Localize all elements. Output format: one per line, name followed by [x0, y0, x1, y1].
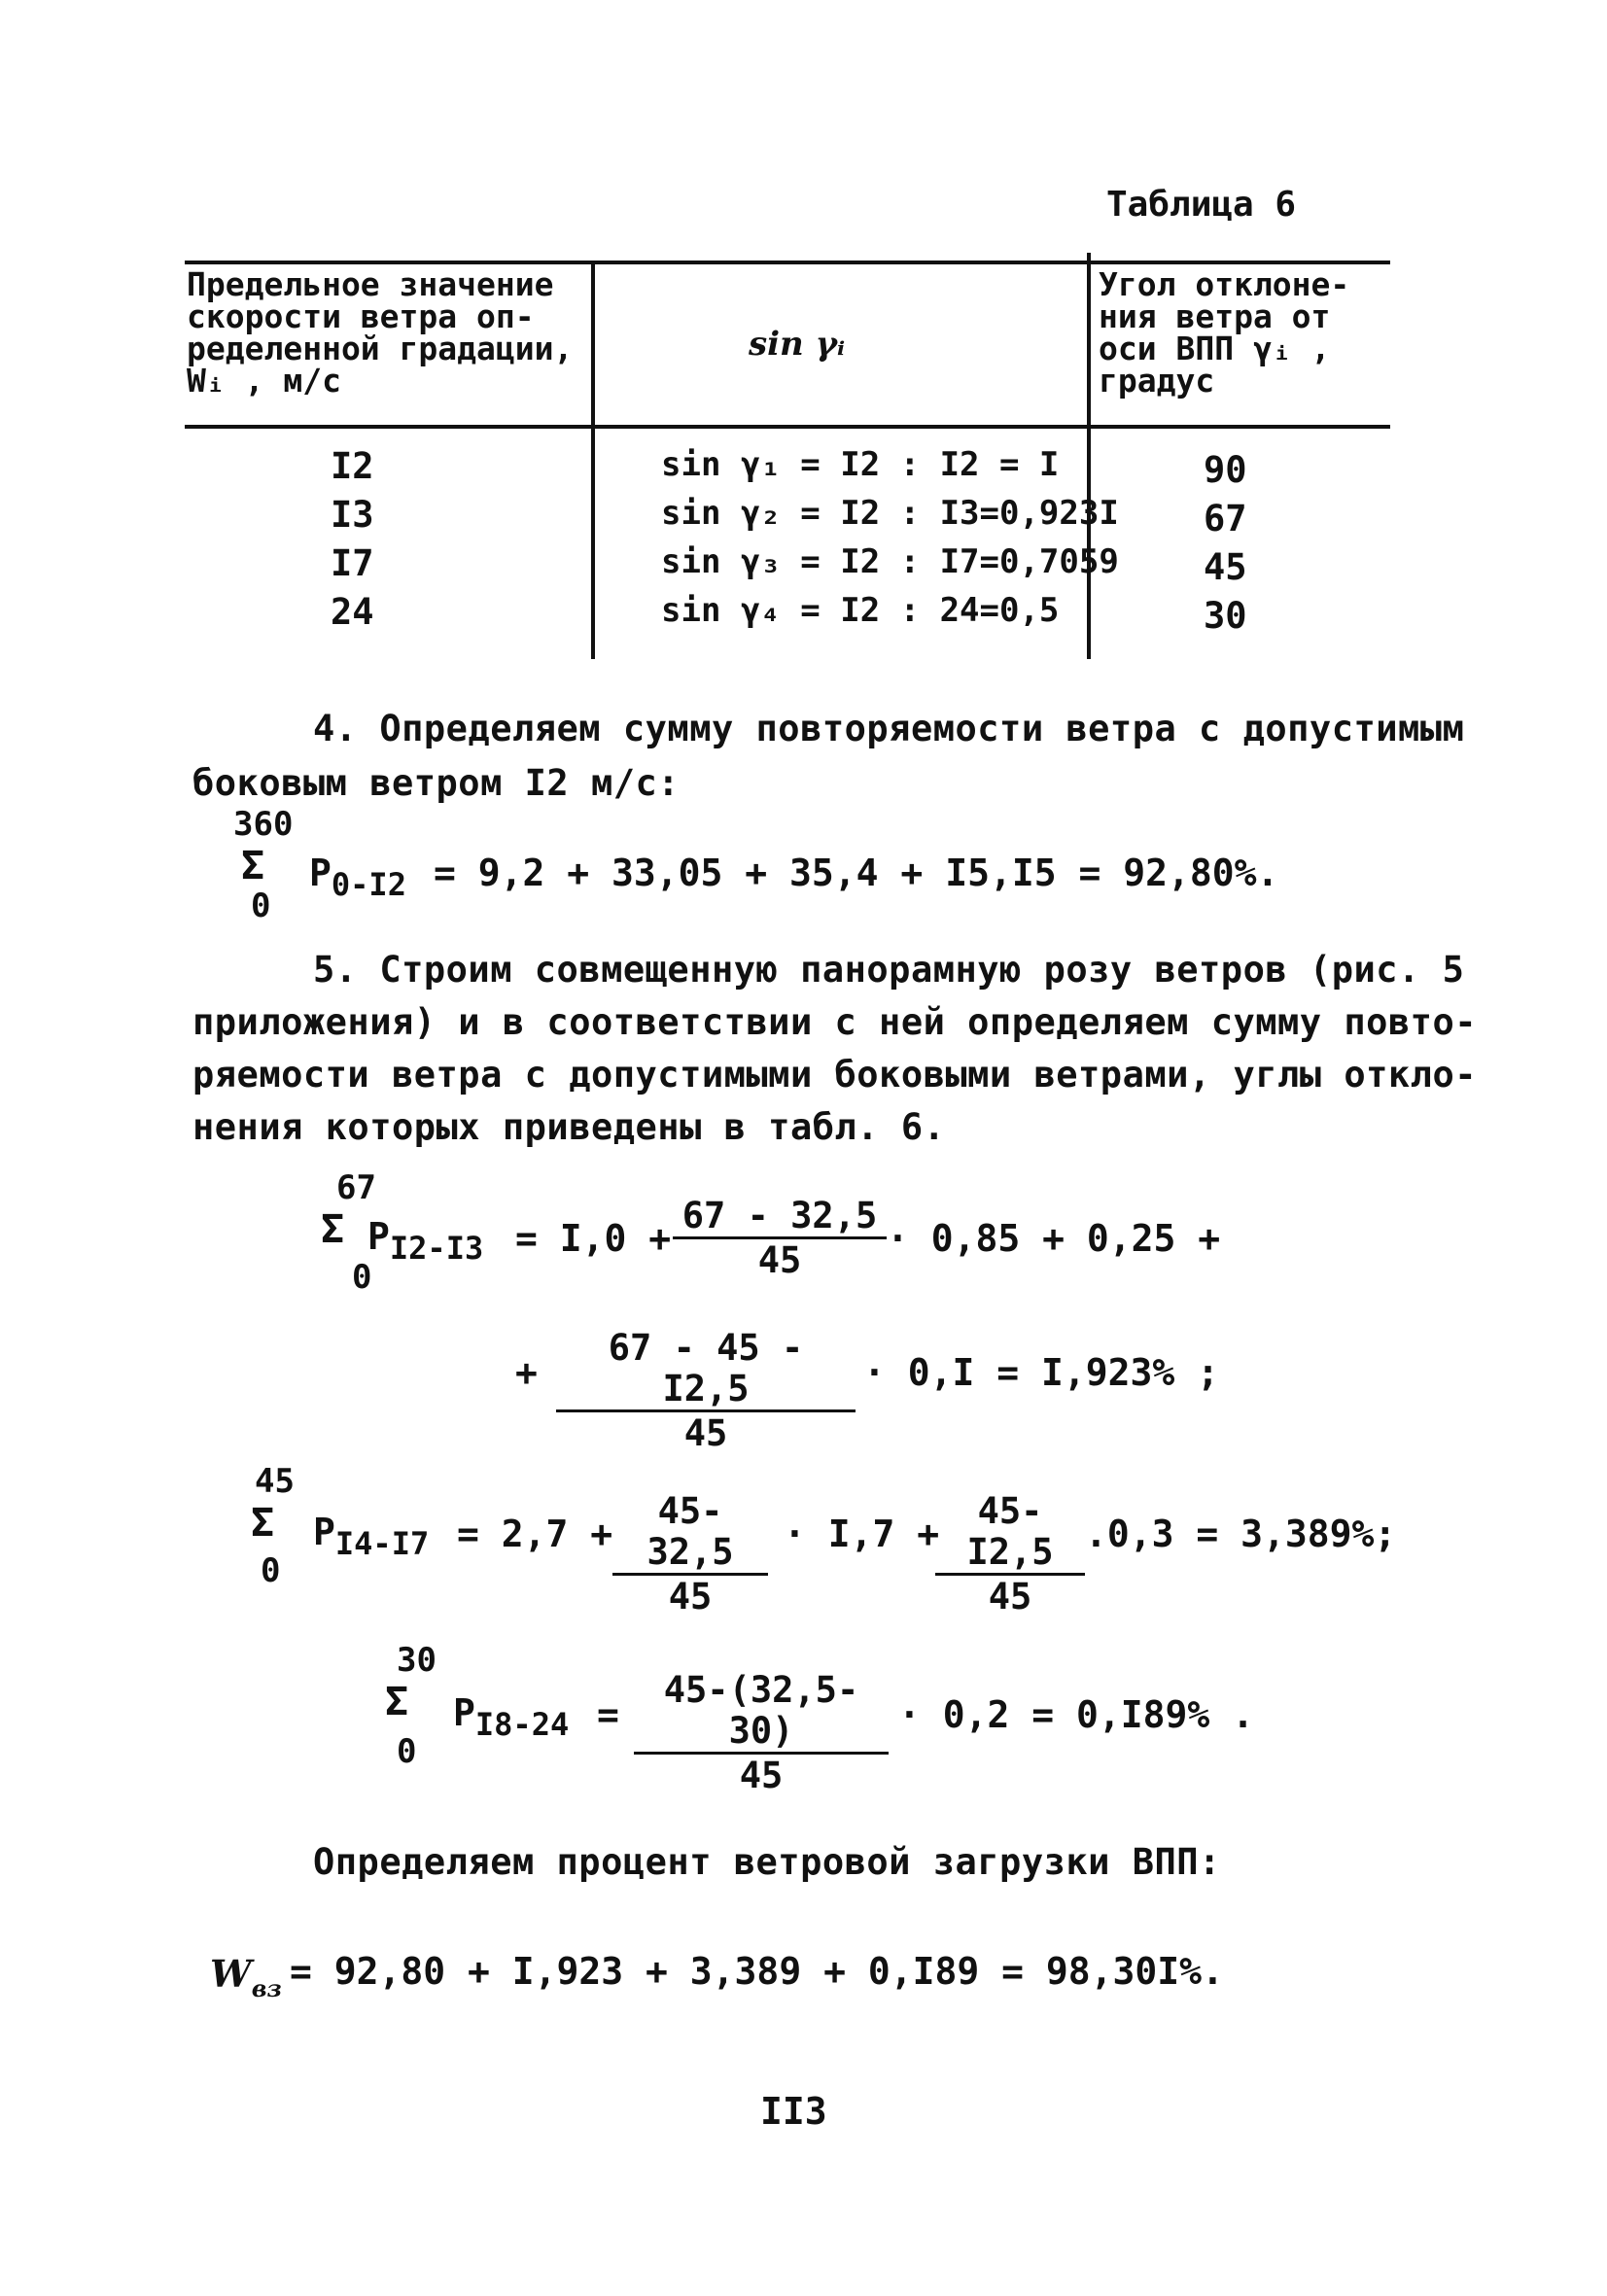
cell-angle: 67 [1204, 498, 1247, 539]
table-header-angle-line: оси ВПП γᵢ , [1099, 330, 1331, 367]
paragraph-5-line: ряемости ветра с допустимыми боковыми ветрами, углы откло- [192, 1054, 1478, 1096]
fraction-numerator: 45-(32,5-30) [634, 1670, 889, 1755]
equation-lhs [309, 852, 406, 903]
equation-lhs [210, 1952, 282, 2002]
equation-lhs-symbol: P [309, 852, 332, 894]
table-header-velocity [187, 265, 574, 400]
equation-lhs [453, 1691, 570, 1743]
paragraph-5-line: 5. Строим совмещенную панорамную розу ветров (рис. 5 [313, 949, 1465, 991]
equation-lhs-subscript: I8-24 [474, 1706, 570, 1743]
table-header-velocity-line: ределенной градации, [187, 330, 574, 367]
fraction-denominator: 45 [668, 1576, 713, 1618]
equation-lhs-subscript: I4-I7 [334, 1525, 430, 1562]
fraction [673, 1196, 887, 1282]
fraction-denominator: 45 [757, 1239, 802, 1281]
cell-formula: sin γ₁ = I2 : I2 = I [661, 445, 1060, 484]
page-number: II3 [760, 2090, 827, 2133]
sum-upper-limit: 30 [397, 1641, 437, 1680]
equation-term: .0,3 = 3,389%; [1085, 1513, 1397, 1555]
sum-lower-limit: 0 [352, 1258, 372, 1297]
fraction [612, 1491, 768, 1618]
fraction [935, 1491, 1085, 1618]
fraction-denominator: 45 [988, 1576, 1032, 1618]
equation-term: = [597, 1693, 619, 1736]
equation-lhs-symbol: P [367, 1215, 390, 1258]
cell-angle: 45 [1204, 546, 1247, 588]
table-header-velocity-line: Wᵢ , м/с [187, 362, 341, 400]
table-col-divider-1 [591, 261, 595, 659]
table-header-angle-line: ния ветра от [1099, 297, 1331, 335]
equation-rhs: = 9,2 + 33,05 + 35,4 + I5,I5 = 92,80%. [434, 852, 1279, 894]
paragraph-5-line: приложения) и в соответствии с ней определяем сумму повто- [192, 1001, 1478, 1043]
cell-angle: 30 [1204, 595, 1247, 637]
equation-term: = I,0 + [515, 1217, 672, 1260]
sigma-symbol: Σ [385, 1680, 409, 1724]
table-header-angle [1099, 265, 1350, 400]
paragraph-4-line: боковым ветром I2 м/с: [192, 762, 681, 804]
fraction-numerator: 45-32,5 [612, 1491, 768, 1576]
fraction [556, 1328, 856, 1455]
sum-lower-limit: 0 [397, 1732, 417, 1771]
equation-term: · 0,I = I,923% ; [863, 1351, 1220, 1394]
sum-lower-limit: 0 [261, 1551, 281, 1590]
sum-upper-limit: 360 [233, 805, 294, 844]
table-col-divider-2 [1087, 253, 1091, 659]
table-header-velocity-line: Предельное значение [187, 265, 554, 303]
cell-velocity: I3 [331, 494, 374, 536]
table-header-angle-line: Угол отклоне- [1099, 265, 1350, 303]
paragraph-5-line: нения которых приведены в табл. 6. [192, 1106, 946, 1148]
table-top-rule [185, 261, 1390, 264]
fraction-numerator: 67 - 32,5 [673, 1196, 887, 1239]
cell-formula: sin γ₄ = I2 : 24=0,5 [661, 591, 1060, 630]
equation-term: = 2,7 + [457, 1513, 613, 1555]
paragraph-6: Определяем процент ветровой загрузки ВПП: [313, 1841, 1221, 1883]
cell-formula: sin γ₂ = I2 : I3=0,923I [661, 494, 1119, 533]
equation-lhs-subscript: 0-I2 [331, 866, 406, 903]
sum-upper-limit: 45 [255, 1462, 295, 1501]
equation-lhs-symbol: P [453, 1691, 475, 1734]
fraction-numerator: 67 - 45 - I2,5 [556, 1328, 856, 1412]
cell-angle: 90 [1204, 449, 1247, 491]
equation-term: · 0,2 = 0,I89% . [898, 1693, 1255, 1736]
table-header-rule [185, 425, 1390, 429]
fraction-denominator: 45 [739, 1755, 784, 1796]
equation-lhs-symbol: W [210, 1952, 252, 1996]
sum-upper-limit: 67 [336, 1168, 376, 1207]
fraction [634, 1670, 889, 1797]
fraction-denominator: 45 [683, 1412, 728, 1454]
equation-term: + [515, 1351, 538, 1394]
sigma-symbol: Σ [321, 1207, 345, 1252]
equation-lhs [313, 1511, 430, 1562]
equation-term: · I,7 + [784, 1513, 940, 1555]
table-caption: Таблица 6 [1106, 185, 1297, 225]
equation-term: · 0,85 + 0,25 + [887, 1217, 1221, 1260]
equation-rhs: = 92,80 + I,923 + 3,389 + 0,I89 = 98,30I%. [290, 1950, 1224, 1993]
sum-lower-limit: 0 [251, 887, 271, 925]
fraction-numerator: 45-I2,5 [935, 1491, 1085, 1576]
sigma-symbol: Σ [251, 1501, 275, 1546]
equation-lhs-subscript: вз [251, 1974, 282, 2002]
table-header-sin: sin γᵢ [749, 325, 846, 364]
cell-velocity: I7 [331, 542, 374, 584]
sigma-symbol: Σ [241, 844, 265, 888]
cell-velocity: 24 [331, 591, 374, 633]
cell-velocity: I2 [331, 445, 374, 487]
equation-lhs-subscript: I2-I3 [389, 1230, 484, 1267]
paragraph-4-line: 4. Определяем сумму повторяемости ветра с допустимым [313, 708, 1465, 749]
equation-lhs-symbol: P [313, 1511, 335, 1553]
equation-lhs [367, 1215, 484, 1267]
cell-formula: sin γ₃ = I2 : I7=0,7059 [661, 542, 1119, 581]
table-header-velocity-line: скорости ветра оп- [187, 297, 535, 335]
table-header-angle-line: градус [1099, 362, 1215, 400]
